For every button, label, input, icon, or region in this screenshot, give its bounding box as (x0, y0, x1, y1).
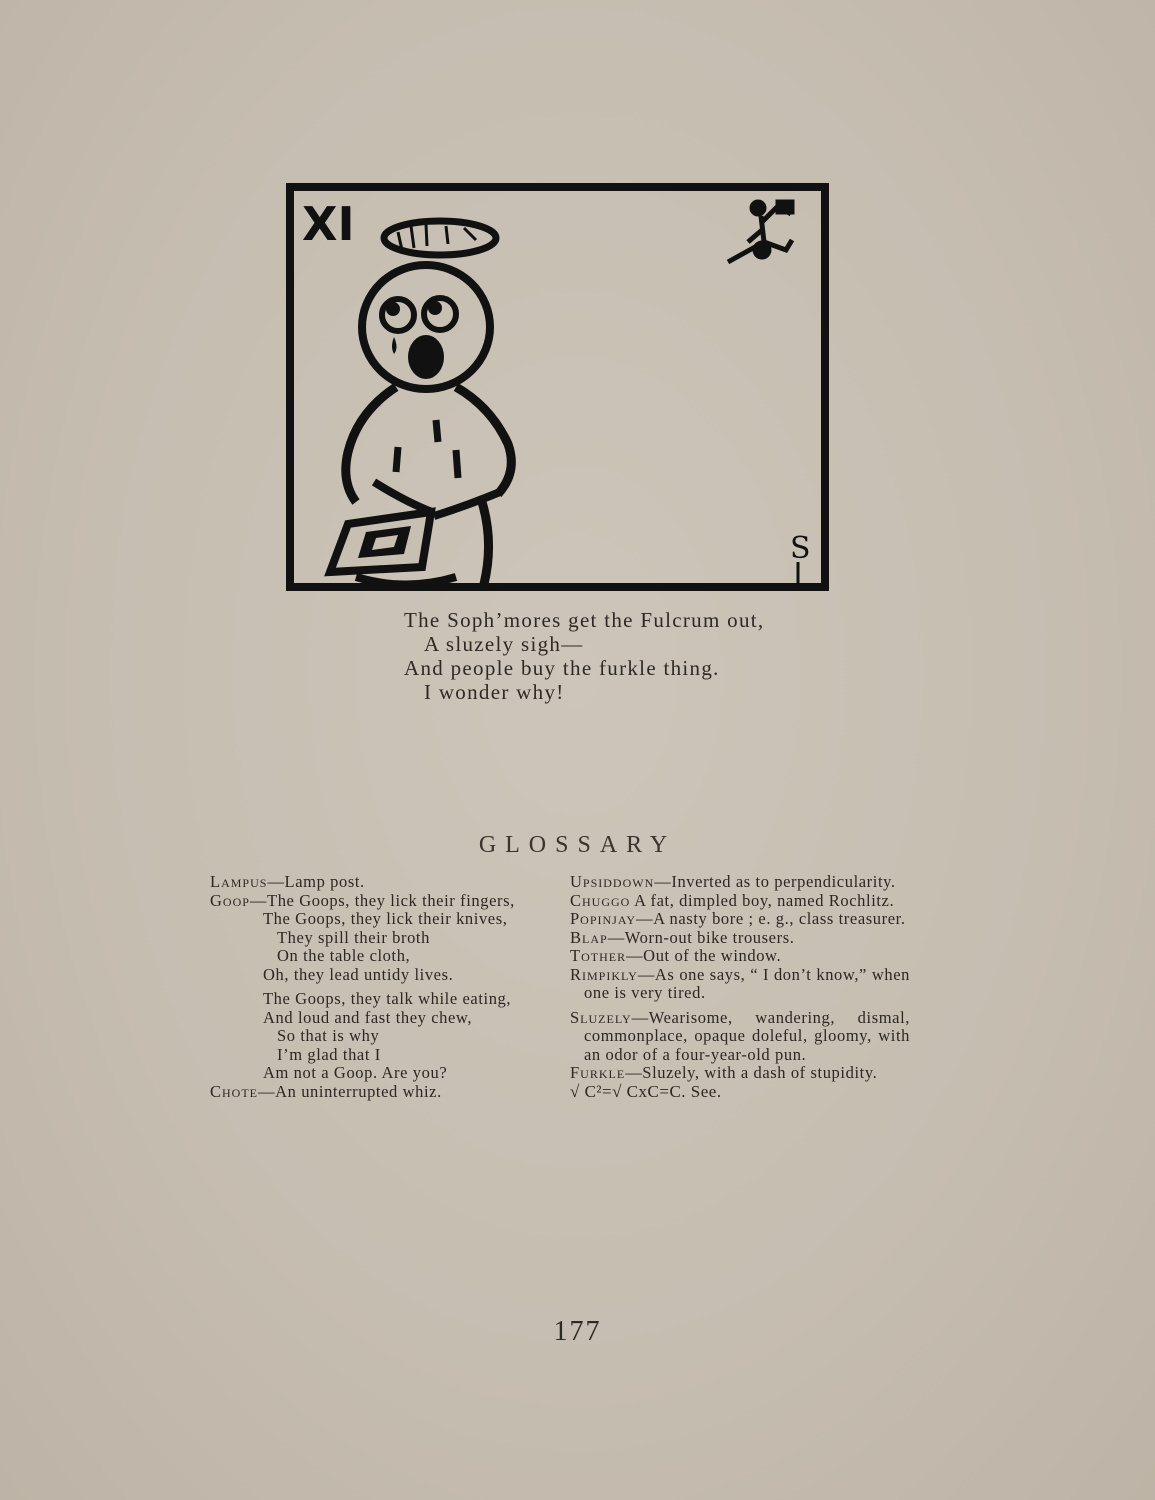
glossary-right-column (570, 873, 910, 1101)
tear (392, 337, 397, 354)
glossary-term: Lampus (210, 872, 268, 891)
running-figure (728, 202, 792, 262)
goop-drawing (286, 182, 830, 592)
goop-poem-line: They spill their broth (277, 927, 430, 947)
verse-line: A sluzely sigh— (424, 632, 584, 656)
glossary-term: Goop (210, 890, 250, 910)
goop-body-right (456, 387, 511, 494)
glossary-definition: A fat, dimpled boy, named Rochlitz. (630, 890, 895, 910)
goop-body-left (346, 387, 396, 502)
glossary-entry-chuggo (570, 892, 910, 911)
goop-poem-line: And loud and fast they chew, (263, 1007, 473, 1027)
goop-poem-line: The Goops, they lick their knives, (263, 909, 508, 928)
glossary-term: Tother (570, 946, 627, 965)
glossary-term: Rimpikly (570, 964, 638, 984)
glossary-title: GLOSSARY (478, 832, 677, 858)
glossary-definition: —Wearisome, wandering, dismal, commonplace, opaque doleful, gloomy, with an odor of a four-year-old pun. (584, 1007, 910, 1064)
goop-illustration (286, 182, 830, 592)
plate-number: XI (302, 197, 355, 251)
verse-line: And people buy the furkle thing. (404, 656, 720, 680)
formula: √ C²=√ CxC=C. See. (570, 1081, 722, 1101)
goop-poem-line: Am not a Goop. Are you? (263, 1063, 448, 1082)
glossary-term: Upsiddown (570, 872, 655, 891)
glossary-entry-upsiddown (570, 873, 910, 892)
fulcrum-magazine (330, 512, 431, 572)
glossary-definition: —Lamp post. (267, 872, 365, 891)
glossary-entry-sluzely (570, 1009, 910, 1065)
glossary-term: Popinjay (570, 909, 637, 928)
left-eye (382, 299, 414, 331)
glossary-term: Chote (210, 1081, 258, 1101)
goop-poem-line: So that is why (277, 1026, 380, 1045)
goop-poem-line: On the table cloth, (277, 946, 411, 965)
glossary-definition: —Sluzely, with a dash of stupidity. (625, 1063, 878, 1082)
glossary-entry-blap (570, 929, 910, 948)
glossary-term: Blap (570, 927, 608, 947)
glossary-entry-goop (210, 892, 550, 911)
goop-poem-line: Oh, they lead untidy lives. (263, 964, 454, 984)
glossary-entry-tother (570, 947, 910, 966)
page-number: 177 (553, 1316, 602, 1347)
goop-poem-line: I’m glad that I (277, 1044, 381, 1064)
glossary-entry-popinjay (570, 910, 910, 929)
glossary-definition: —An uninterrupted whiz. (258, 1081, 442, 1101)
glossary-definition: —Worn-out bike trousers. (607, 927, 795, 947)
glossary-term: Chuggo (570, 890, 631, 910)
glossary-entry-furkle (570, 1064, 910, 1083)
goop-poem-line: The Goops, they talk while eating, (263, 989, 512, 1008)
glossary-term: Sluzely (570, 1007, 632, 1027)
glossary-entry-chote (210, 1083, 550, 1102)
corner-mark: S (790, 531, 811, 566)
glossary-entry-lampus (210, 873, 550, 892)
glossary-entry-rimpikly (570, 966, 910, 1003)
glossary-left-column (210, 873, 550, 1101)
verse-line: The Soph’mores get the Fulcrum out, (404, 608, 765, 632)
glossary-term: Furkle (570, 1063, 626, 1082)
glossary-definition: —A nasty bore ; e. g., class treasurer. (636, 909, 906, 928)
verse-line: I wonder why! (424, 680, 565, 704)
glossary-definition: —As one says, “ I don’t know,” when one is very tired. (584, 964, 910, 1002)
glossary-definition: —The Goops, they lick their fingers, (249, 890, 515, 910)
glossary-definition: —Inverted as to perpendicularity. (654, 872, 896, 891)
right-eye (424, 298, 456, 330)
glossary-definition: —Out of the window. (626, 946, 782, 965)
verse (404, 608, 764, 704)
crying-mouth (408, 335, 444, 379)
